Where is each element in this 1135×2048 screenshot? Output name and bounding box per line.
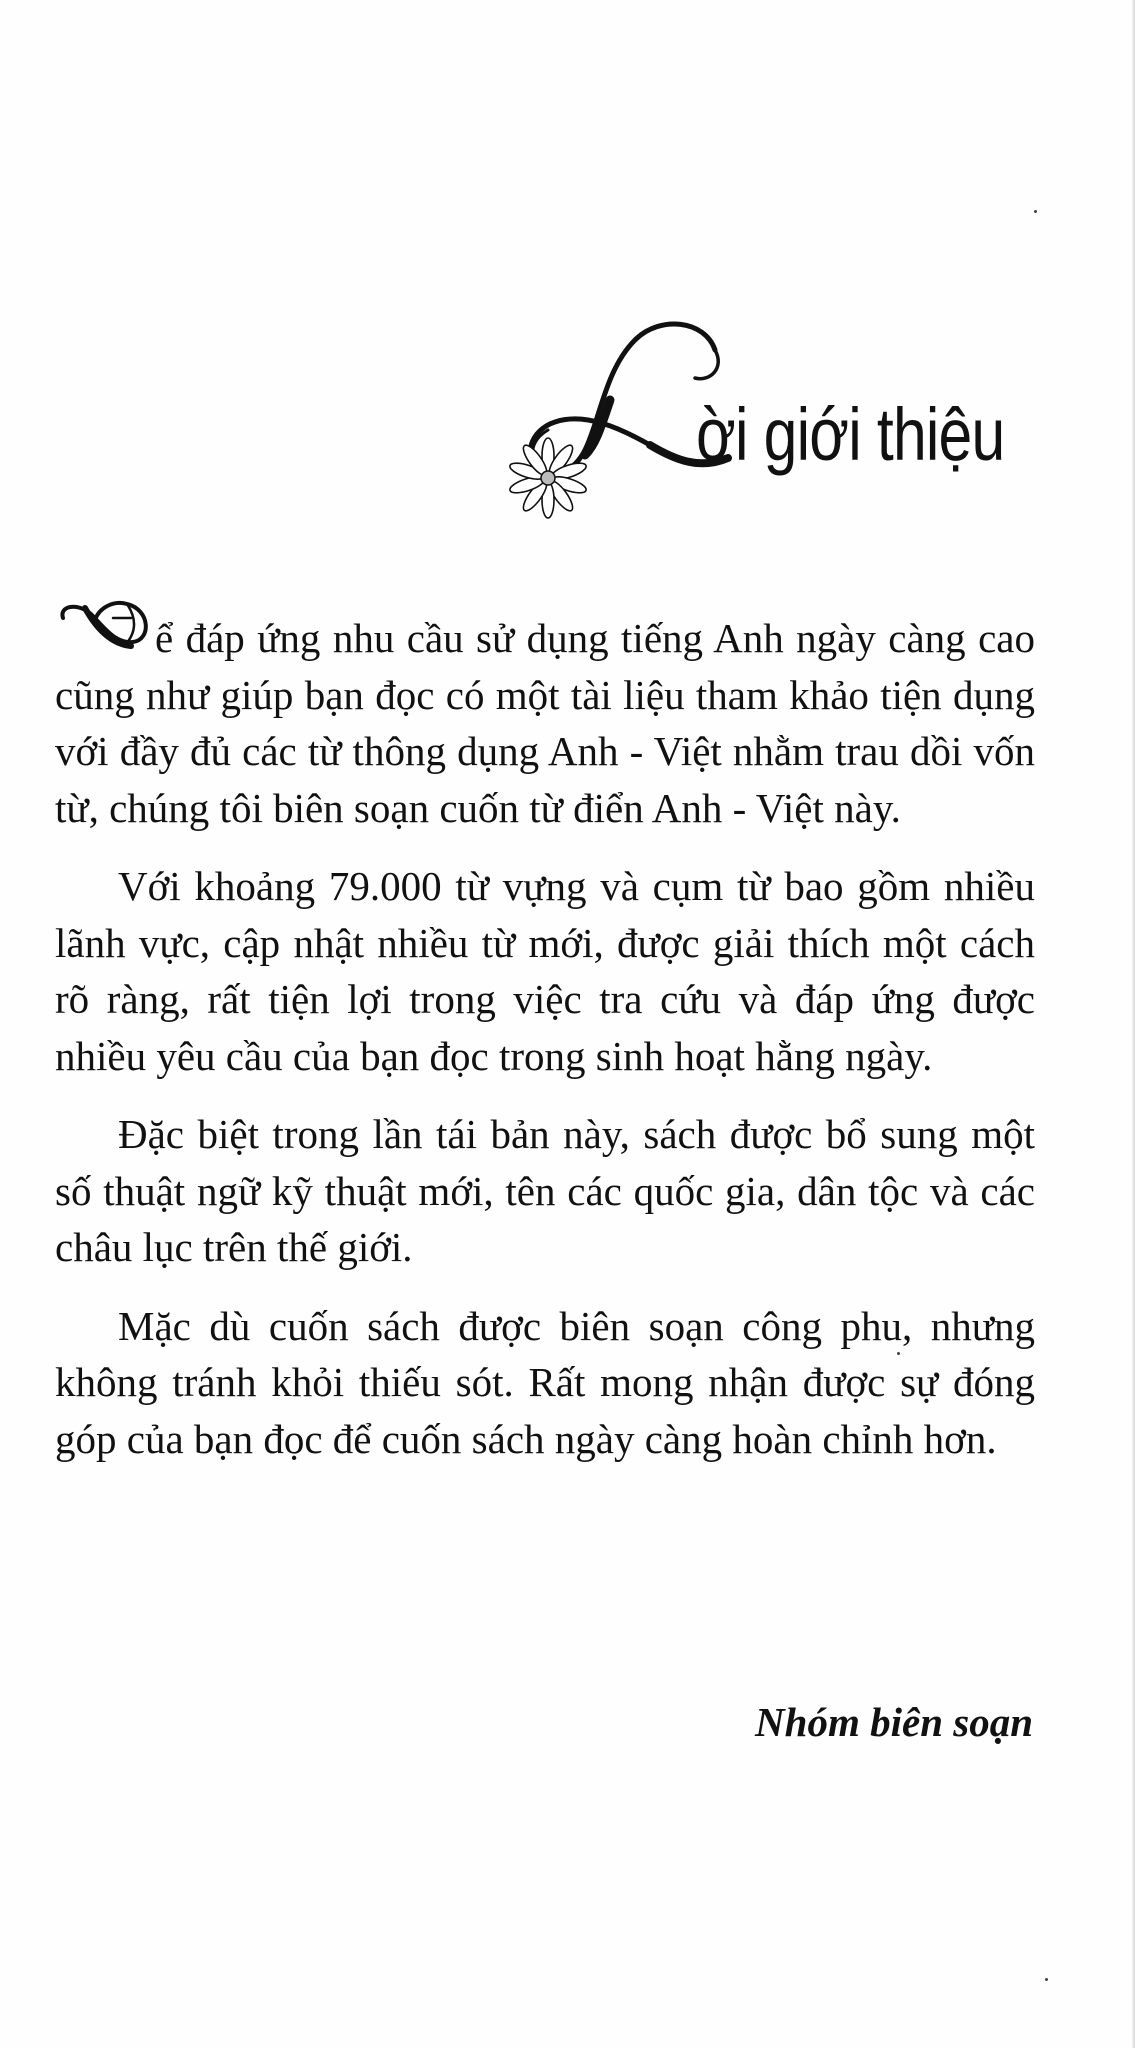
scan-speck bbox=[1034, 210, 1037, 213]
introduction-body bbox=[55, 610, 1035, 1489]
daisy-flower-icon bbox=[508, 438, 588, 518]
signature: Nhóm biên soạn bbox=[755, 1699, 1033, 1745]
paragraph-1-text: ể đáp ứng nhu cầu sử dụng tiếng Anh ngày càng cao cũng như giúp bạn đọc có một tài liệu tham khảo tiện dụng với đầy đủ các từ thông dụng Anh - Việt nhằm trau dồi vốn từ, chúng tôi biên soạn cuốn từ điển Anh - Việt này. bbox=[55, 615, 1035, 831]
paragraph-3: Đặc biệt trong lần tái bản này, sách được bổ sung một số thuật ngữ kỹ thuật mới, tên các quốc gia, dân tộc và các châu lục trên thế giới. bbox=[55, 1111, 1035, 1270]
page-title bbox=[500, 310, 1060, 540]
paragraph-4: Mặc dù cuốn sách được biên soạn công phu, nhưng không tránh khỏi thiếu sót. Rất mong nhận được sự đóng góp của bạn đọc để cuốn sách ngày càng hoàn chỉnh hơn. bbox=[55, 1302, 1035, 1462]
paragraph-1 bbox=[55, 610, 1035, 836]
page-title-text: ời giới thiệu bbox=[696, 393, 1005, 476]
scan-speck bbox=[1045, 1978, 1048, 1981]
scan-speck bbox=[897, 1352, 900, 1355]
paragraph-2: Với khoảng 79.000 từ vựng và cụm từ bao gồm nhiều lãnh vực, cập nhật nhiều từ mới, được giải thích một cách rõ ràng, rất tiện lợi trong việc tra cứu và đáp ứng được nhiều yêu cầu của bạn đọc trong sinh hoạt hằng ngày. bbox=[55, 863, 1035, 1079]
calligraphic-D-icon bbox=[55, 610, 155, 658]
